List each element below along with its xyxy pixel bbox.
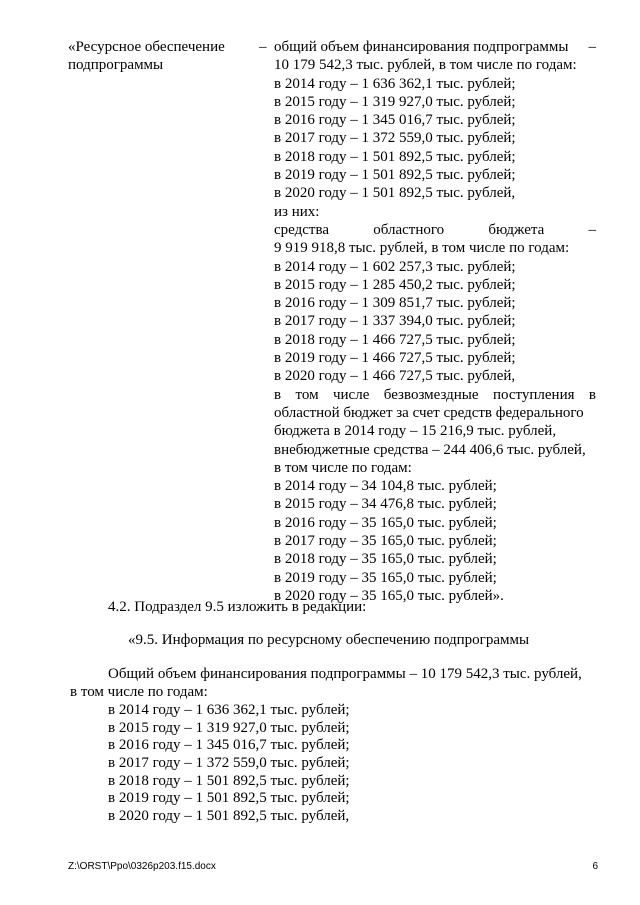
details-first-line-dash: – [588,39,596,55]
body-year-line: в 2019 году – 1 501 892,5 тыс. рублей; [108,790,350,807]
footer-file-path: Z:\ORST\Ppo\0326p203.f15.docx [68,861,216,872]
details-line: в 2017 году – 1 337 394,0 тыс. рублей; [274,313,516,330]
body-second-line: в том числе по годам: [70,684,208,700]
details-line: в 2018 году – 35 165,0 тыс. рублей; [274,551,497,568]
word: том [295,386,319,403]
details-line: в 2015 году – 1 285 450,2 тыс. рублей; [274,276,516,293]
details-first-line [274,38,596,56]
details-line: в 2019 году – 1 501 892,5 тыс. рублей; [274,167,516,184]
resource-label [68,38,258,74]
details-line: в 2016 году – 1 309 851,7 тыс. рублей; [274,295,516,312]
body-first-line: Общий объем финансирования подпрограммы – 10 179 542,3 тыс. рублей, [108,666,582,682]
word: поступления [492,386,575,403]
details-line: в 2020 году – 1 501 892,5 тыс. рублей, [274,185,516,202]
details-line: из них: [274,203,320,220]
body-year-line: в 2017 году – 1 372 559,0 тыс. рублей; [108,755,350,772]
resource-details [274,38,596,605]
word: безвозмездные [383,386,479,403]
resource-label-line: подпрограммы [68,57,164,73]
details-line: бюджета в 2014 году – 15 216,9 тыс. рублей, [274,423,557,440]
body-year-line: в 2016 году – 1 345 016,7 тыс. рублей; [108,737,350,754]
details-line: в 2017 году – 35 165,0 тыс. рублей; [274,533,497,550]
details-line: внебюджетные средства – 244 406,6 тыс. рублей, [274,441,586,458]
subsection-instruction: 4.2. Подраздел 9.5 изложить в редакции: [108,599,367,615]
details-line: 9 919 918,8 тыс. рублей, в том числе по годам: [274,240,570,257]
details-line: в 2016 году – 1 345 016,7 тыс. рублей; [274,112,516,129]
word: числе [332,386,370,403]
details-line: в 2019 году – 1 466 727,5 тыс. рублей; [274,350,516,367]
details-line: в 2015 году – 1 319 927,0 тыс. рублей; [274,93,516,110]
details-line: в 2015 году – 34 476,8 тыс. рублей; [274,496,497,513]
details-first-line-text: общий объем финансирования подпрограммы [274,39,569,55]
details-line: в 2020 году – 1 466 727,5 тыс. рублей, [274,368,516,385]
details-line: в 2017 году – 1 372 559,0 тыс. рублей; [274,130,516,147]
page-number: 6 [592,861,598,872]
federal-grants-line [274,386,596,404]
details-line: в 2019 году – 35 165,0 тыс. рублей; [274,569,497,586]
body-year-line: в 2015 году – 1 319 927,0 тыс. рублей; [108,719,350,736]
details-line: в 2018 году – 1 466 727,5 тыс. рублей; [274,331,516,348]
details-line: в 2014 году – 1 602 257,3 тыс. рублей; [274,258,516,275]
details-line: в 2014 году – 34 104,8 тыс. рублей; [274,478,497,495]
body-year-line: в 2014 году – 1 636 362,1 тыс. рублей; [108,702,350,718]
word: бюджета [488,221,545,238]
body-years-list [108,701,634,825]
word: в [274,386,282,403]
details-line: в 2014 году – 1 636 362,1 тыс. рублей; [274,75,516,92]
word: средства [274,221,330,238]
resource-label-line: «Ресурсное обеспечение [68,39,225,55]
word: – [588,221,596,238]
details-line: областной бюджет за счет средств федерального [274,404,584,421]
regional-budget-line [274,221,596,239]
body-year-line: в 2018 году – 1 501 892,5 тыс. рублей; [108,772,350,789]
details-line: 10 179 542,3 тыс. рублей, в том числе по годам: [274,57,577,74]
section-heading: «9.5. Информация по ресурсному обеспечению подпрограммы [128,632,530,648]
details-line: в 2018 году – 1 501 892,5 тыс. рублей; [274,148,516,165]
details-line: в 2016 году – 35 165,0 тыс. рублей; [274,514,497,531]
word: областного [373,221,445,238]
details-line: в 2020 году – 35 165,0 тыс. рублей». [274,587,504,604]
body-year-line: в 2020 году – 1 501 892,5 тыс. рублей, [108,808,350,825]
details-line: в том числе по годам: [274,459,412,476]
separator-dash: – [259,39,267,55]
word: в [588,386,596,403]
